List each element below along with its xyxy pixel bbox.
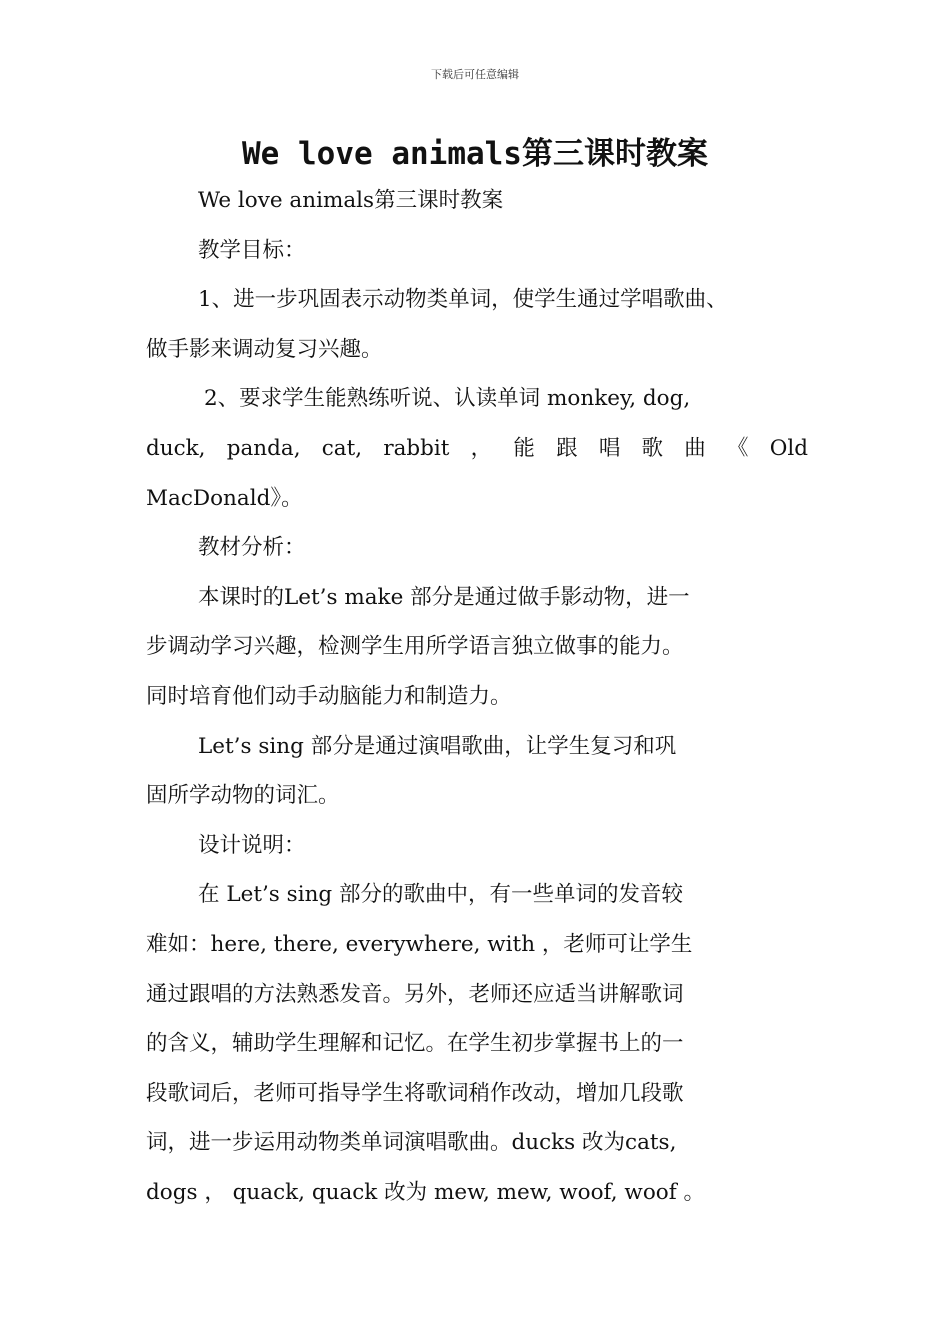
analysis-line-3: 同时培育他们动手动脑能力和制造力。 — [146, 683, 512, 709]
goals-heading: 教学目标： — [198, 237, 306, 263]
sing-line-2: 固所学动物的词汇。 — [146, 783, 340, 809]
design-heading: 设计说明： — [198, 832, 306, 858]
goal2-word: 唱 — [598, 435, 621, 461]
design-line-2: 难如：here, there, everywhere, with ，老师可让学生 — [146, 931, 693, 957]
analysis-line-2: 步调动学习兴趣，检测学生用所学语言独立做事的能力。 — [146, 634, 684, 660]
goal2-word: duck, — [146, 435, 206, 461]
goal2-word: 跟 — [556, 435, 578, 461]
goal2-line-1: 2、要求学生能熟练听说、认读单词 monkey, dog, — [204, 386, 691, 412]
goal2-word: 歌 — [641, 435, 664, 461]
design-line-7: dogs ， quack, quack 改为 mew, mew, woof, woof 。 — [146, 1179, 706, 1205]
document-title: We love animals第三课时教案 — [242, 136, 708, 172]
sing-line-1: Let’s sing 部分是通过演唱歌曲，让学生复习和巩 — [198, 733, 677, 759]
goal1-line-1: 1、进一步巩固表示动物类单词，使学生通过学唱歌曲、 — [198, 287, 728, 313]
header-note: 下载后可任意编辑 — [431, 68, 519, 81]
design-line-5: 段歌词后，老师可指导学生将歌词稍作改动，增加几段歌 — [146, 1080, 684, 1106]
goal2-word: 能 — [513, 435, 535, 461]
goal2-word: 曲 — [684, 435, 706, 461]
subtitle-line: We love animals第三课时教案 — [198, 188, 504, 213]
design-line-3: 通过跟唱的方法熟悉发音。另外，老师还应适当讲解歌词 — [146, 981, 684, 1007]
goal2-line-2 — [146, 424, 808, 474]
goal2-word: cat, — [321, 435, 363, 461]
goal2-line-3: MacDonald》。 — [146, 485, 303, 511]
analysis-line-1: 本课时的Let’s make 部分是通过做手影动物，进一 — [198, 584, 690, 610]
design-line-4: 的含义，辅助学生理解和记忆。在学生初步掌握书上的一 — [146, 1031, 684, 1057]
goal2-word: ， — [470, 435, 493, 461]
goal1-line-2: 做手影来调动复习兴趣。 — [146, 336, 383, 362]
document-body — [146, 176, 808, 1217]
goal2-word: Old — [769, 435, 808, 461]
goal2-word: panda, — [226, 435, 301, 461]
design-line-1: 在 Let’s sing 部分的歌曲中，有一些单词的发音较 — [198, 882, 684, 908]
analysis-heading: 教材分析： — [198, 535, 306, 561]
design-line-6: 词，进一步运用动物类单词演唱歌曲。ducks 改为cats, — [146, 1130, 677, 1156]
goal2-word: 《 — [726, 435, 749, 461]
goal2-word: rabbit — [383, 435, 450, 461]
